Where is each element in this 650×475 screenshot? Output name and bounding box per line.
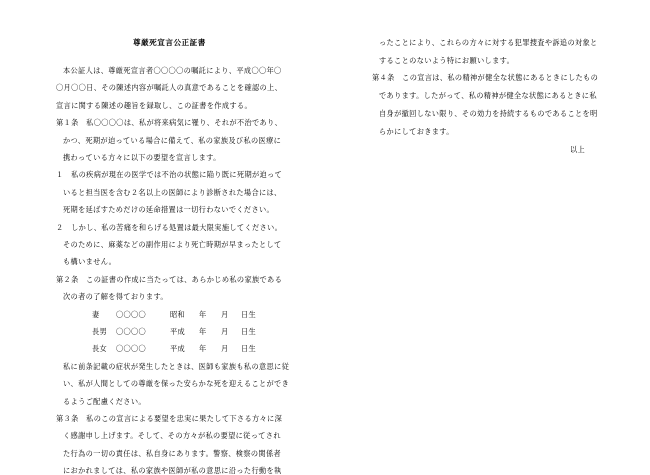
family-name: 〇〇〇〇: [116, 327, 146, 336]
article-3-line: におかれましては、私の家族や医師が私の意思に沿った行動を執: [63, 466, 282, 475]
article-1-item-2-line: も構いません。: [63, 257, 117, 267]
family-name: 〇〇〇〇: [116, 344, 146, 354]
family-day: 日生: [241, 327, 256, 336]
article-1-line: 携わっている方々に以下の要望を宣言します。: [63, 153, 221, 162]
article-1-item-2-line: そのために、麻薬などの副作用により死亡時期が早まったとして: [63, 240, 282, 249]
article-4-line: であります。したがって、私の精神が健全な状態にあるときに私: [379, 91, 597, 100]
article-3-line: く感謝申し上げます。そして、その方々が私の要望に従ってされ: [63, 431, 281, 441]
article-1-item-2-line: ２ しかし、私の苦痛を和らげる処置は最大限実施してください。: [56, 222, 283, 232]
closing-text: 以上: [570, 145, 586, 154]
article-3-continued-line: ったことにより、これらの方々に対する犯罪捜査や訴追の対象と: [379, 38, 598, 47]
family-name: 〇〇〇〇: [116, 309, 146, 319]
intro-line: 宣言に関する陳述の趣旨を録取し、この証書を作成する。: [56, 100, 252, 110]
family-month: 月: [221, 344, 229, 354]
family-year: 年: [199, 309, 207, 319]
article-2-note-line: 私に前条記載の症状が発生したときは、医師も家族も私の意思に従: [63, 361, 290, 371]
article-3-line: 第３条 私のこの宣言による要望を忠実に果たして下さる方々に深: [56, 414, 283, 423]
document-title: 尊厳死宣言公正証書: [133, 38, 206, 47]
article-2-line: 第２条 この証書の作成に当たっては、あらかじめ私の家族である: [56, 274, 283, 284]
intro-line: 〇月〇〇日、その陳述内容が嘱託人の真意であることを確認の上、: [56, 83, 283, 93]
family-day: 日生: [241, 309, 256, 319]
family-relation: 長女: [92, 344, 107, 354]
article-2-line: 次の者の了解を得ております。: [63, 292, 168, 302]
article-4-line: 第４条 この宣言は、私の精神が健全な状態にあるときにしたもの: [372, 73, 599, 82]
article-1-item-1-line: いると担当医を含む２名以上の医師により診断された場合には、: [63, 187, 282, 197]
article-4-line: らかにしておきます。: [379, 127, 454, 136]
article-3-continued-line: することのないよう特にお願いします。: [379, 56, 515, 65]
article-1-line: かつ、死期が迫っている場合に備えて、私の家族及び私の医療に: [63, 135, 282, 145]
family-year: 年: [199, 344, 207, 354]
family-era: 昭和: [170, 309, 185, 319]
family-year: 年: [199, 327, 207, 336]
article-2-note-line: るようご配慮ください。: [63, 396, 146, 406]
family-day: 日生: [241, 344, 256, 354]
family-era: 平成: [170, 344, 185, 354]
article-1-item-1-line: 死期を延ばすためだけの延命措置は一切行わないでください。: [63, 205, 275, 215]
intro-line: 本公証人は、尊厳死宣言者〇〇〇〇の嘱託により、平成〇〇年〇: [63, 66, 282, 75]
article-3-line: た行為の一切の責任は、私自身にあります。警察、検察の関係者: [63, 448, 282, 458]
article-4-line: 自身が撤回しない限り、その効力を持続するものであることを明: [379, 109, 598, 118]
article-2-note-line: い、私が人間としての尊厳を保った安らかな死を迎えることができ: [63, 379, 290, 389]
family-relation: 長男: [92, 327, 107, 336]
family-era: 平成: [170, 327, 185, 336]
family-month: 月: [221, 327, 229, 336]
family-relation: 妻: [92, 309, 100, 319]
article-1-line: 第１条 私〇〇〇〇は、私が将来病気に罹り、それが不治であり、: [56, 118, 283, 128]
family-month: 月: [221, 309, 229, 319]
article-1-item-1-line: １ 私の疾病が現在の医学では不治の状態に陥り既に死期が迫って: [56, 170, 283, 180]
